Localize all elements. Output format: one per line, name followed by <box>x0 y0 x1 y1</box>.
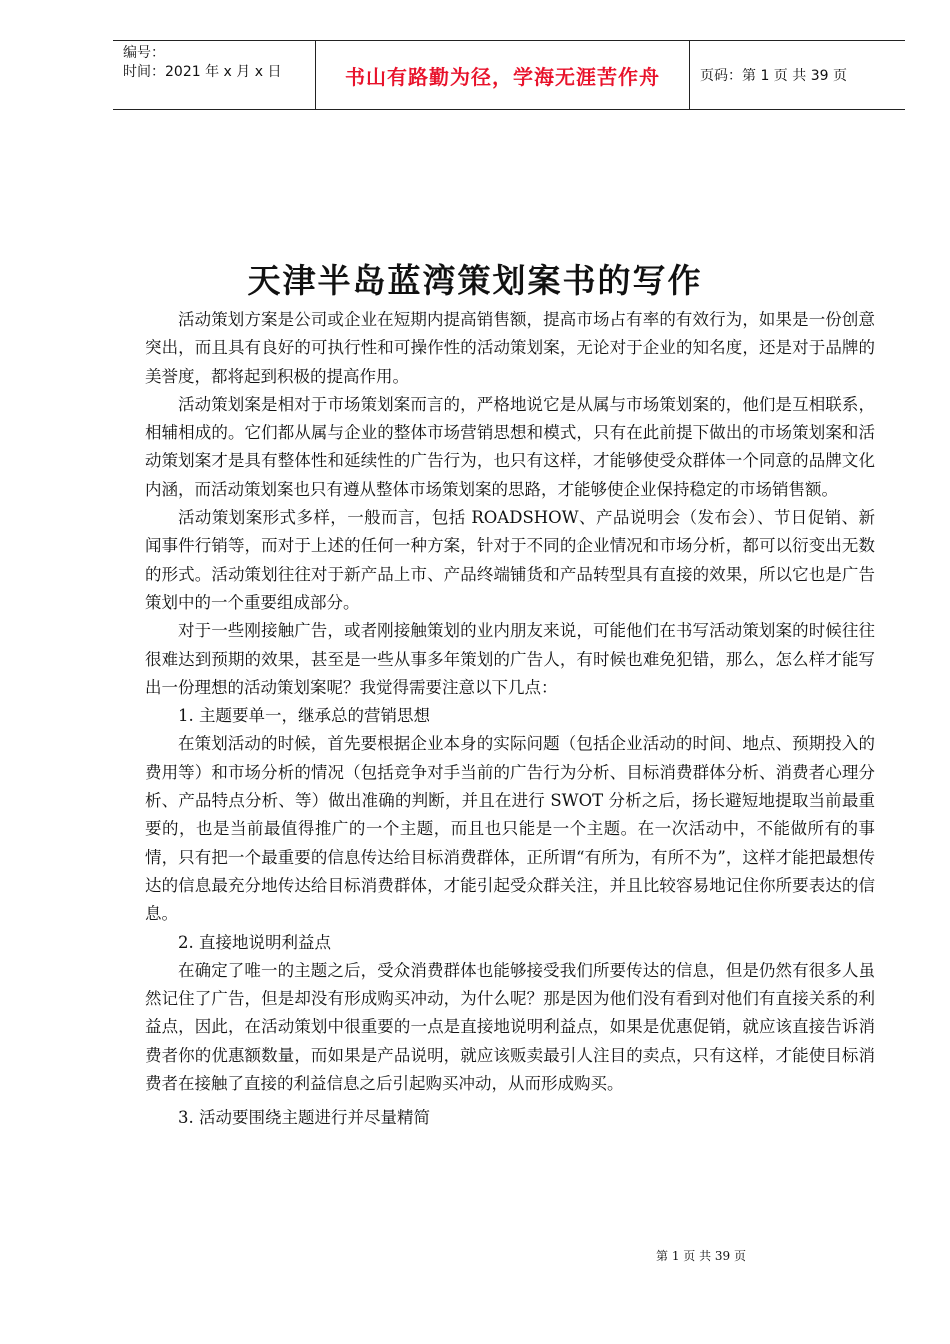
paragraph: 活动策划案形式多样，一般而言，包括 ROADSHOW、产品说明会（发布会）、节日促销、新闻事件行销等，而对于上述的任何一种方案，针对于不同的企业情况和市场分析，都可以衍变出无数的形式。活动策划往往对于新产品上市、产品终端铺货和产品转型具有直接的效果，所以它也是广告策划中的一个重要组成部分。 <box>145 508 875 612</box>
serial-label: 编号： <box>123 45 165 61</box>
header-page-cell <box>690 41 905 109</box>
document-title: 天津半岛蓝湾策划案书的写作 <box>247 261 703 300</box>
paragraph: 在策划活动的时候，首先要根据企业本身的实际问题（包括企业活动的时间、地点、预期投入的费用等）和市场分析的情况（包括竞争对手当前的广告行为分析、目标消费群体分析、消费者心理分析、产品特点分析、等）做出准确的判断，并且在进行 SWOT 分析之后，扬长避短地提取当前最重要的，也是当前最值得推广的一个主题，而且也只能是一个主题。在一次活动中，不能做所有的事情，只有把一个最重要的信息传达给目标消费群体，正所谓“有所为，有所不为”，这样才能把最想传达的信息最充分地传达给目标消费群体，才能引起受众群关注，并且比较容易地记住你所要表达的信息。 <box>145 734 875 924</box>
paragraph: 在确定了唯一的主题之后，受众消费群体也能够接受我们所要传达的信息，但是仍然有很多人虽然记住了广告，但是却没有形成购买冲动，为什么呢？那是因为他们没有看到对他们有直接关系的利益点，因此，在活动策划中很重要的一点是直接地说明利益点，如果是优惠促销，就应该直接告诉消费者你的优惠额数量，而如果是产品说明，就应该贩卖最引人注目的卖点，只有这样，才能使目标消费者在接触了直接的利益信息之后引起购买冲动，从而形成购买。 <box>145 960 875 1094</box>
section-heading: 2. 直接地说明利益点 <box>178 932 331 952</box>
header-motto-cell <box>316 41 690 109</box>
time-label: 时间：2021 年 x 月 x 日 <box>123 64 282 80</box>
footer-page-number: 第 1 页 共 39 页 <box>656 1249 746 1263</box>
paragraph: 对于一些刚接触广告，或者刚接触策划的业内朋友来说，可能他们在书写活动策划案的时候往往很难达到预期的效果，甚至是一些从事多年策划的广告人，有时候也难免犯错，那么，怎么样才能写出一份理想的活动策划案呢？我觉得需要注意以下几点： <box>145 621 875 697</box>
header-table <box>113 40 905 110</box>
paragraph: 活动策划案是相对于市场策划案而言的，严格地说它是从属与市场策划案的，他们是互相联系，相辅相成的。它们都从属与企业的整体市场营销思想和模式，只有在此前提下做出的市场策划案和活动策划案才是具有整体性和延续性的广告行为，也只有这样，才能够使受众群体一个同意的品牌文化内涵，而活动策划案也只有遵从整体市场策划案的思路，才能够使企业保持稳定的市场销售额。 <box>145 394 875 499</box>
header-meta-cell <box>113 41 316 109</box>
page-label: 页码：第 1 页 共 39 页 <box>700 68 847 84</box>
paragraph: 活动策划方案是公司或企业在短期内提高销售额，提高市场占有率的有效行为，如果是一份创意突出，而且具有良好的可执行性和可操作性的活动策划案，无论对于企业的知名度，还是对于品牌的美誉度，都将起到积极的提高作用。 <box>145 310 875 386</box>
motto-text: 书山有路勤为径，学海无涯苦作舟 <box>345 64 660 89</box>
document-body <box>145 306 875 1133</box>
page-footer <box>0 1247 950 1264</box>
section-heading: 1. 主题要单一，继承总的营销思想 <box>178 706 430 726</box>
section-heading: 3. 活动要围绕主题进行并尽量精简 <box>178 1108 430 1128</box>
